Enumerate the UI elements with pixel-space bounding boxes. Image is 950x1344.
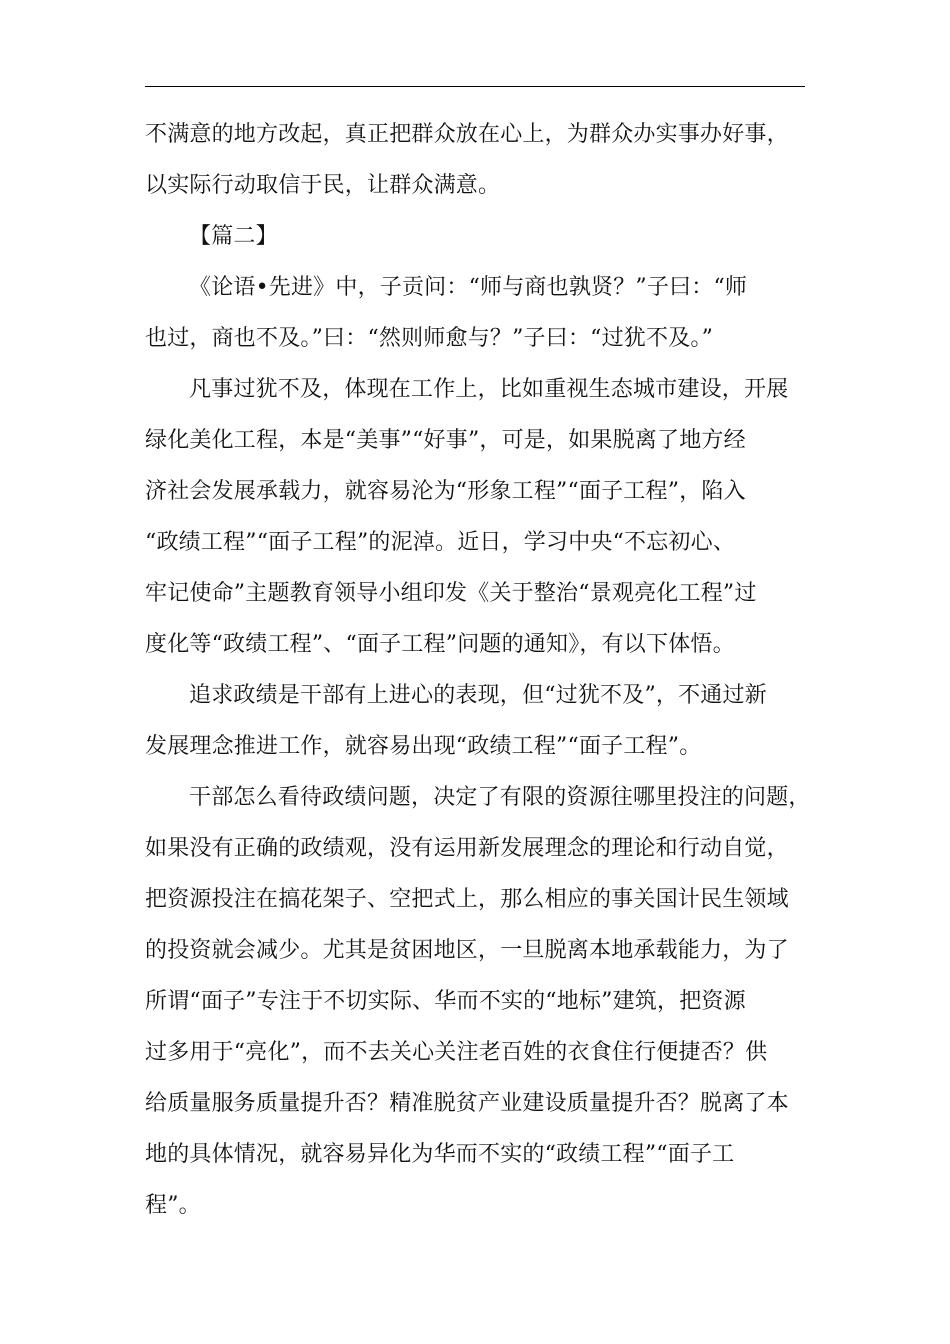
section-heading: 【篇二】 — [189, 224, 278, 249]
text-line: 《论语•先进》中，子贡问：“师与商也孰贤？”子曰：“师 — [189, 275, 748, 300]
text-line: 干部怎么看待政绩问题，决定了有限的资源往哪里投注的问题， — [189, 785, 811, 810]
header-rule — [145, 86, 805, 87]
text-line: “政绩工程”“面子工程”的泥淖。近日，学习中央“不忘初心、 — [145, 530, 736, 555]
text-line: 凡事过犹不及，体现在工作上，比如重视生态城市建设，开展 — [189, 377, 789, 402]
text-line: 所谓“面子”专注于不切实际、华而不实的“地标”建筑，把资源 — [145, 989, 746, 1014]
text-line: 绿化美化工程，本是“美事”“好事”，可是，如果脱离了地方经 — [145, 428, 746, 453]
text-line: 程”。 — [145, 1193, 201, 1218]
text-line: 追求政绩是干部有上进心的表现，但“过犹不及”，不通过新 — [189, 683, 767, 708]
text-line: 也过，商也不及。”曰：“然则师愈与？”子曰：“过犹不及。” — [145, 326, 714, 351]
text-line: 过多用于“亮化”，而不去关心关注老百姓的衣食住行便捷否？供 — [145, 1040, 768, 1065]
text-line: 发展理念推进工作，就容易出现“政绩工程”“面子工程”。 — [145, 734, 702, 759]
text-line: 的投资就会减少。尤其是贫困地区，一旦脱离本地承载能力，为了 — [145, 938, 789, 963]
text-line: 度化等“政绩工程”、“面子工程”问题的通知》，有以下体悟。 — [145, 632, 735, 657]
text-line: 如果没有正确的政绩观，没有运用新发展理念的理论和行动自觉， — [145, 836, 789, 861]
text-line: 不满意的地方改起，真正把群众放在心上，为群众办实事办好事， — [145, 122, 789, 147]
text-line: 牢记使命”主题教育领导小组印发《关于整治“景观亮化工程”过 — [145, 581, 757, 606]
text-line: 以实际行动取信于民，让群众满意。 — [145, 173, 501, 198]
text-line: 济社会发展承载力，就容易沦为“形象工程”“面子工程”，陷入 — [145, 479, 746, 504]
text-line: 把资源投注在搞花架子、空把式上，那么相应的事关国计民生领域 — [145, 887, 789, 912]
text-line: 地的具体情况，就容易异化为华而不实的“政绩工程”“面子工 — [145, 1142, 735, 1167]
text-line: 给质量服务质量提升否？精准脱贫产业建设质量提升否？脱离了本 — [145, 1091, 789, 1116]
